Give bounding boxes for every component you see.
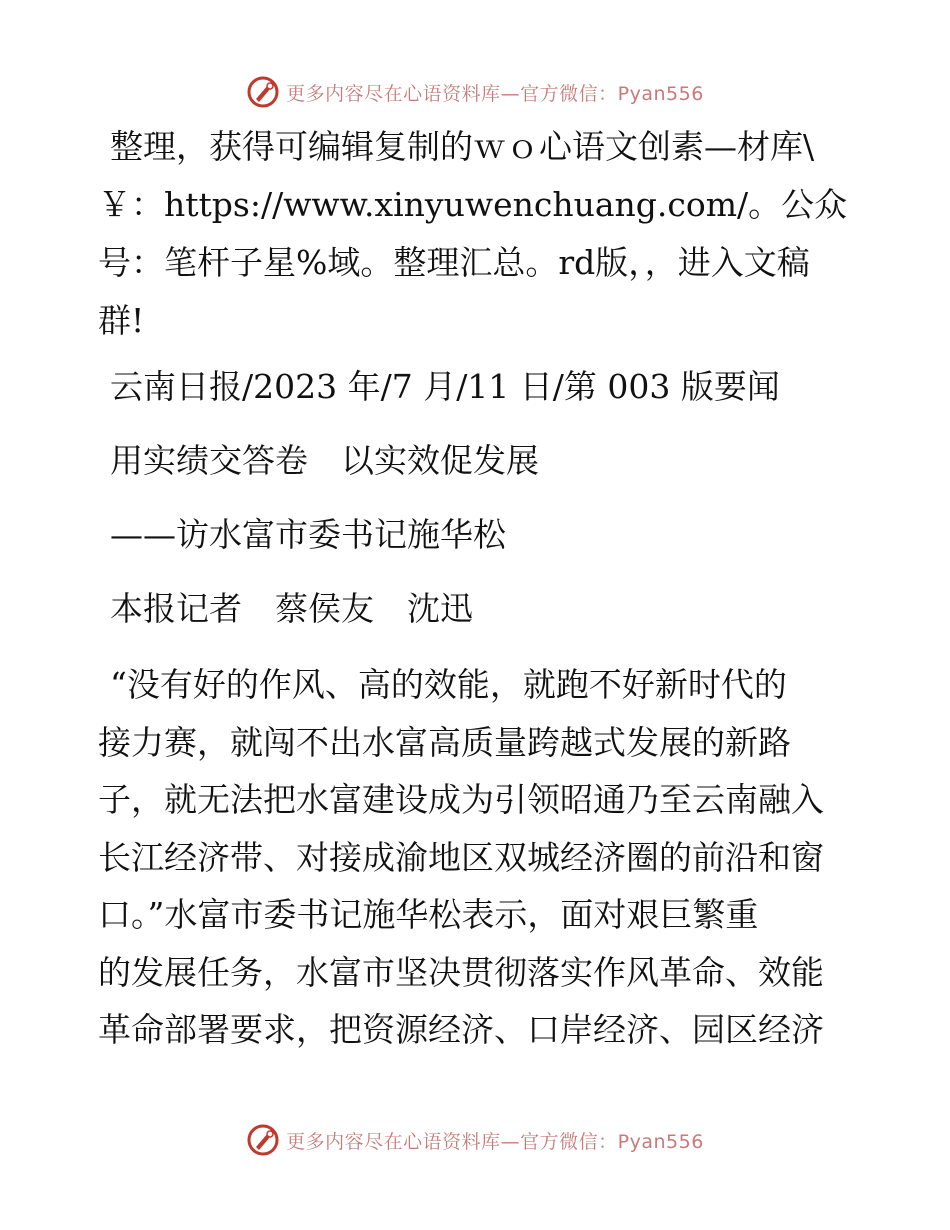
intro-line: 号：笔杆子星%域。整理汇总。rd版，，进入文稿 [98, 243, 810, 282]
document-body [98, 118, 858, 1059]
body-line: 长江经济带、对接成渝地区双城经济圈的前沿和窗 [98, 837, 824, 877]
footer-banner-text: 更多内容尽在心语资料库—官方微信：Pyan556 [286, 1130, 704, 1153]
article-title: 用实绩交答卷 以实效促发展 [110, 441, 539, 480]
article-meta [98, 350, 858, 646]
body-line: 子，就无法把水富建设成为引领昭通乃至云南融入 [98, 780, 824, 819]
body-line: 革命部署要求，把资源经济、口岸经济、园区经济 [98, 1010, 824, 1049]
body-line: “没有好的作风、高的效能，就跑不好新时代的 [110, 665, 787, 704]
intro-line: ￥：https://www.xinyuwenchuang.com/。公众 [98, 185, 848, 224]
intro-line: 群! [98, 301, 145, 340]
intro-line: 整理，获得可编辑复制的ｗｏ心语文创素—材库\ [110, 127, 815, 166]
article-text [98, 656, 858, 1059]
header-banner-text: 更多内容尽在心语资料库—官方微信：Pyan556 [286, 82, 704, 105]
body-line: 的发展任务，水富市坚决贯彻落实作风革命、效能 [98, 952, 824, 992]
header-banner [0, 72, 950, 112]
intro-paragraph [98, 118, 858, 350]
article-byline: 本报记者 蔡侯友 沈迅 [110, 589, 473, 628]
body-line: 接力赛，就闯不出水富高质量跨越式发展的新路 [98, 722, 791, 762]
article-source: 云南日报/2023 年/7 月/11 日/第 003 版要闻 [110, 367, 780, 406]
body-line: 口。”水富市委书记施华松表示，面对艰巨繁重 [98, 895, 759, 934]
footer-banner [0, 1120, 950, 1160]
article-subtitle: ——访水富市委书记施华松 [110, 515, 506, 554]
pen-logo-icon [246, 75, 280, 109]
pen-logo-icon [246, 1123, 280, 1157]
